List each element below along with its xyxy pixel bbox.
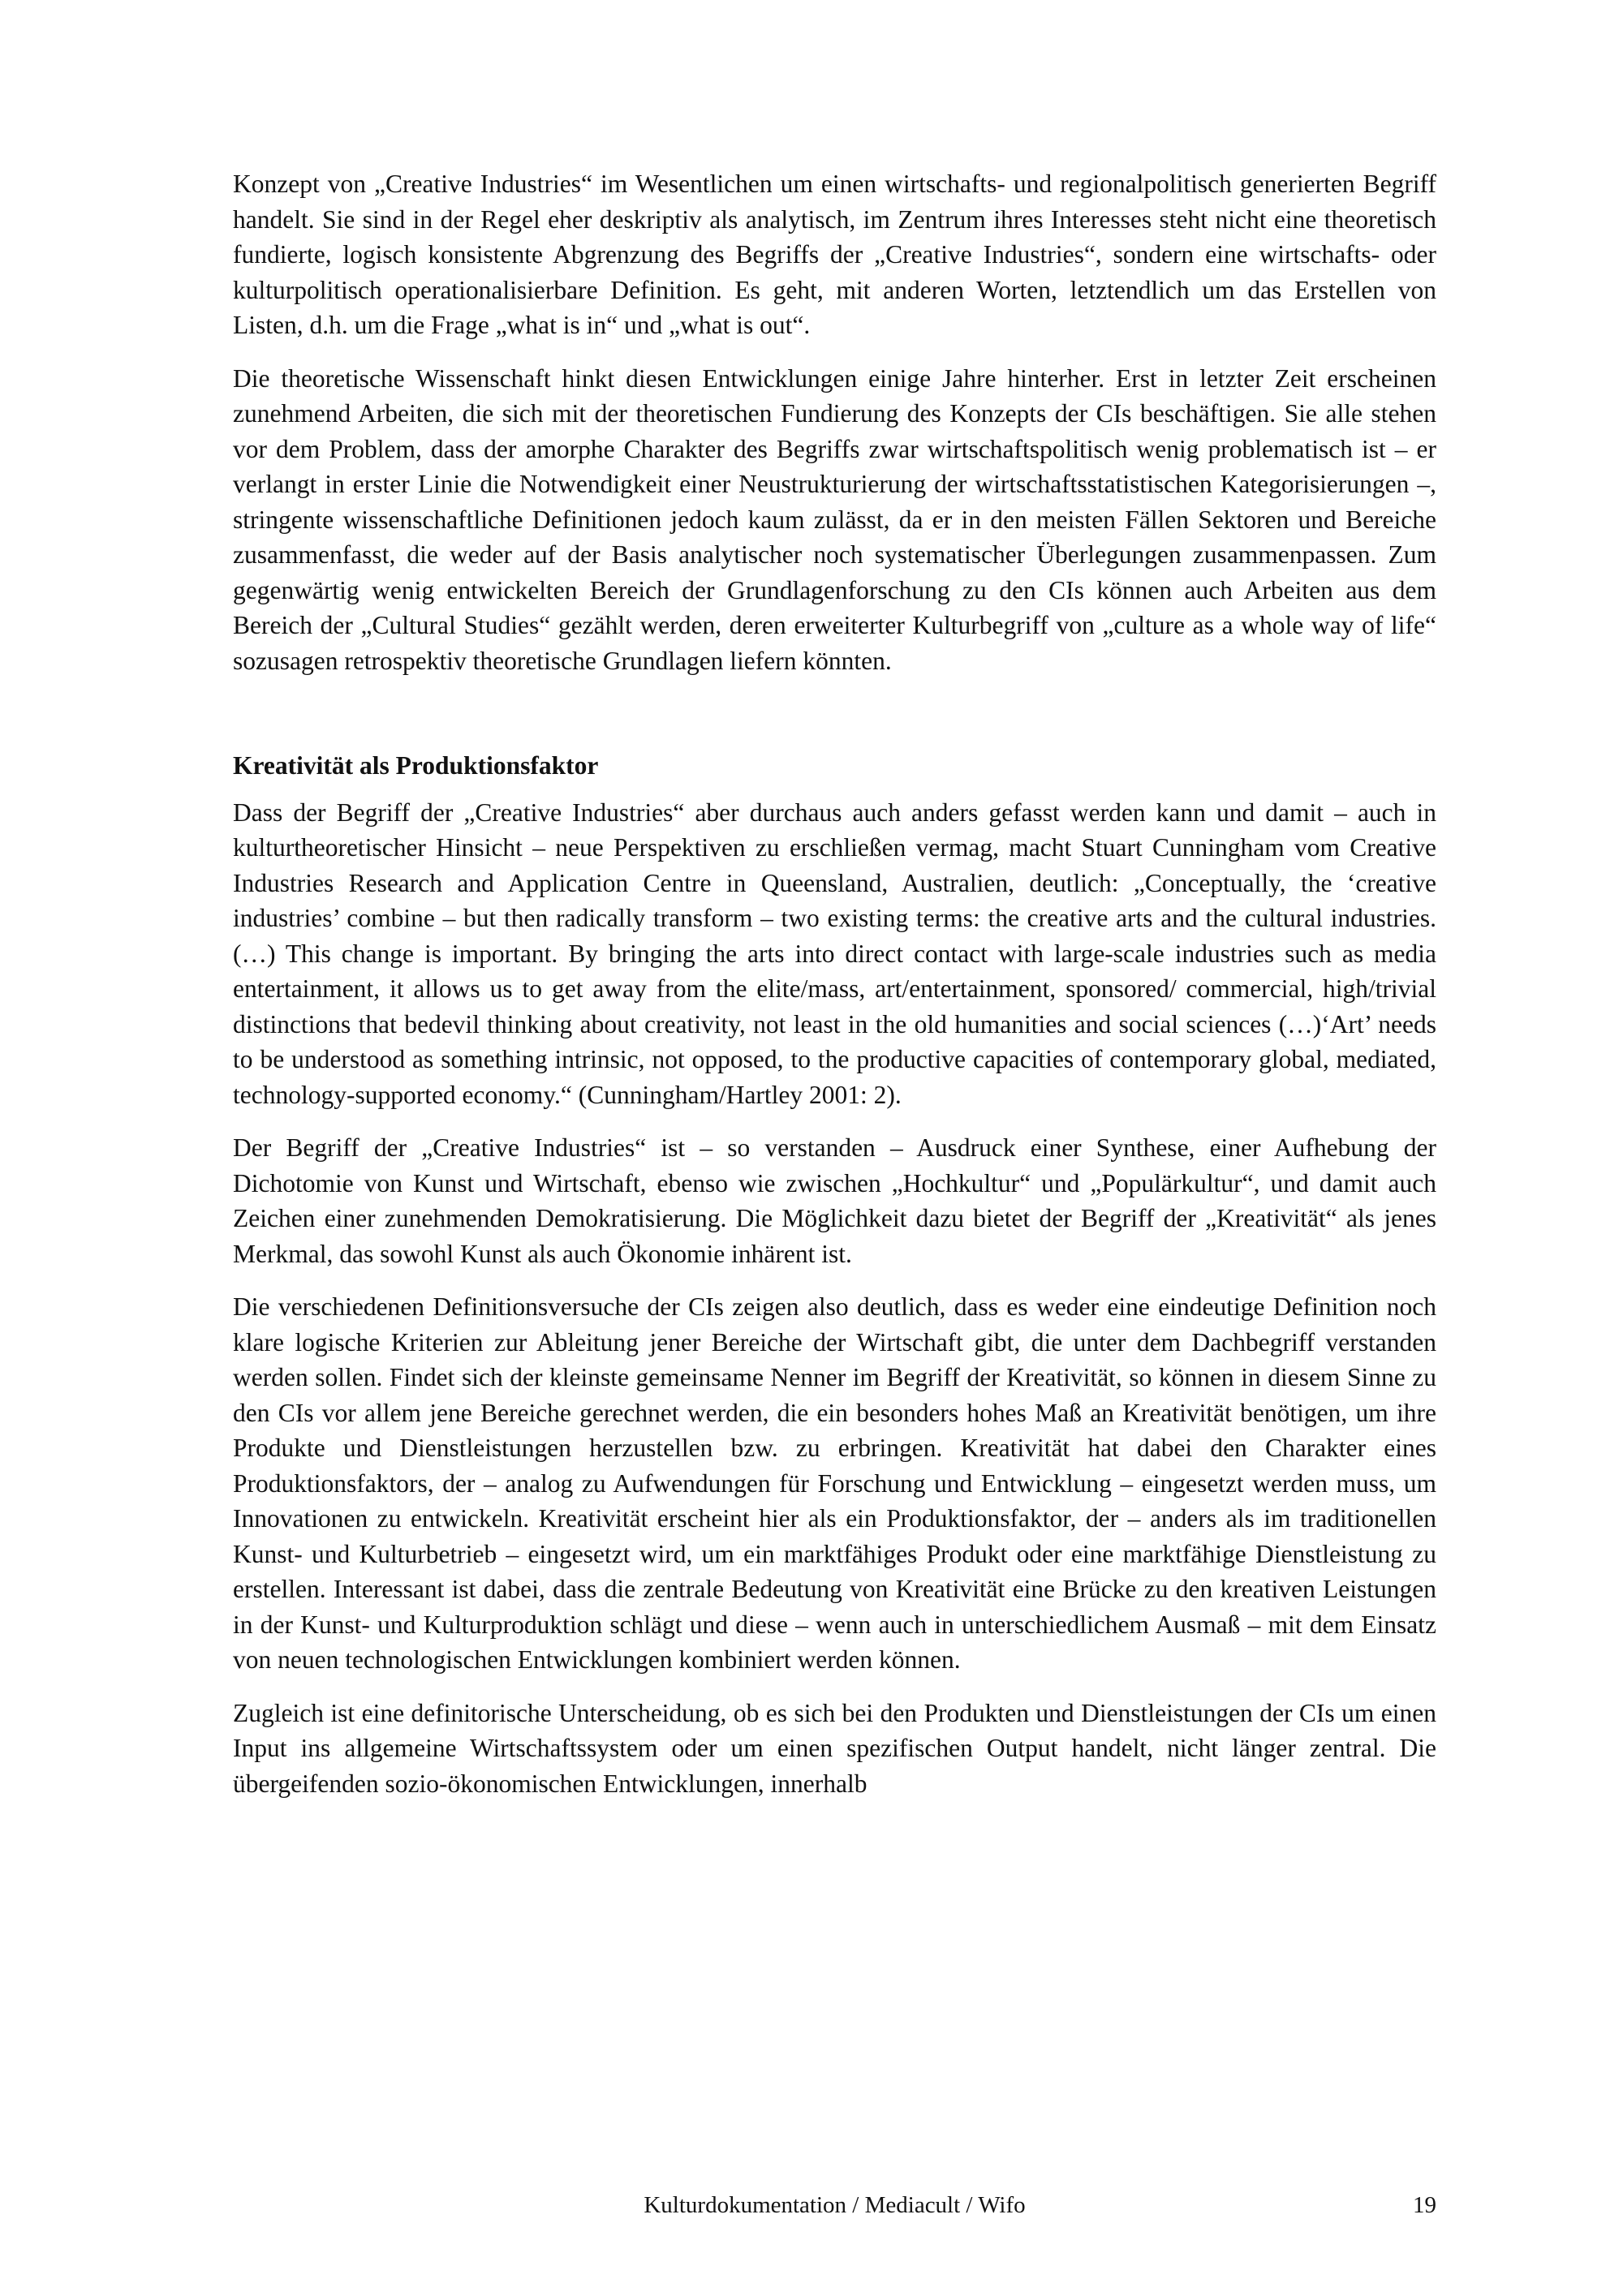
page-number: 19	[1413, 2192, 1436, 2218]
paragraph-ci-concept: Konzept von „Creative Industries“ im Wesentlichen um einen wirtschafts- und regionalpolitisch generierten Begriff handelt. Sie sind in der Regel eher deskriptiv als analytisch, im Zentrum ihres Interesses steht nicht eine theoretisch fundierte, logisch konsistente Abgrenzung des Begriffs der „Creative Industries“, sondern eine wirtschafts- oder kulturpolitisch operationalisierbare Definition. Es geht, mit anderen Worten, letztendlich um das Erstellen von Listen, d.h. um die Frage „what is in“ und „what is out“.	[233, 170, 1436, 339]
footer-source: Kulturdokumentation / Mediacult / Wifo	[644, 2192, 1026, 2218]
paragraph-definitions: Die verschiedenen Definitionsversuche der CIs zeigen also deutlich, dass es weder eine eindeutige Definition noch klare logische Kriterien zur Ableitung jener Bereiche der Wirtschaft gibt, die unter dem Dachbegriff verstanden werden sollen. Findet sich der kleinste gemeinsame Nenner im Begriff der Kreativität, so können in diesem Sinne zu den CIs vor allem jene Bereiche gerechnet werden, die ein besonders hohes Maß an Kreativität benötigen, um ihre Produkte und Dienstleistungen herzustellen bzw. zu erbringen. Kreativität hat dabei den Charakter eines Produktionsfaktors, der – analog zu Aufwendungen für Forschung und Entwicklung – eingesetzt werden muss, um Innovationen zu entwickeln. Kreativität erscheint hier als ein Produktionsfaktor, der – anders als im traditionellen Kunst- und Kulturbetrieb – eingesetzt wird, um ein marktfähiges Produkt oder eine marktfähige Dienstleistung zu erstellen. Interessant ist dabei, dass die zentrale Bedeutung von Kreativität eine Brücke zu den kreativen Leistungen in der Kunst- und Kulturproduktion schlägt und diese – wenn auch in unterschiedlichem Ausmaß – mit dem Einsatz von neuen technologischen Entwicklungen kombiniert werden können.	[233, 1292, 1436, 1674]
paragraph-theoretical-science: Die theoretische Wissenschaft hinkt diesen Entwicklungen einige Jahre hinterher. Erst in letzter Zeit erscheinen zunehmend Arbeiten, die sich mit der theoretischen Fundierung des Konzepts der CIs beschäftigen. Sie alle stehen vor dem Problem, dass der amorphe Charakter des Begriffs zwar wirtschaftspolitisch wenig problematisch ist – er verlangt in erster Linie die Notwendigkeit einer Neustrukturierung der wirtschaftsstatistischen Kategorisierungen –, stringente wissenschaftliche Definitionen jedoch kaum zulässt, da er in den meisten Fällen Sektoren und Bereiche zusammenfasst, die weder auf der Basis analytischer noch systematischer Überlegungen zusammenpassen. Zum gegenwärtig wenig entwickelten Bereich der Grundlagenforschung zu den CIs können auch Arbeiten aus dem Bereich der „Cultural Studies“ gezählt werden, deren erweiterter Kulturbegriff von „culture as a whole way of life“ sozusagen retrospektiv theoretische Grundlagen liefern könnten.	[233, 363, 1436, 675]
section-spacer	[233, 696, 1436, 748]
paragraph-input-output: Zugleich ist eine definitorische Unterscheidung, ob es sich bei den Produkten und Dienstleistungen der CIs um einen Input ins allgemeine Wirtschaftssystem oder um einen spezifischen Output handelt, nicht länger zentral. Die übergeifenden sozio-ökonomischen Entwicklungen, innerhalb	[233, 1698, 1436, 1798]
page-body	[233, 166, 1436, 1819]
paragraph-cunningham-quote: Dass der Begriff der „Creative Industries“ aber durchaus auch anders gefasst werden kann und damit – auch in kulturtheoretischer Hinsicht – neue Perspektiven zu erschließen vermag, macht Stuart Cunningham vom Creative Industries Research and Application Centre in Queensland, Australien, deutlich: „Conceptually, the ‘creative industries’ combine – but then radically transform – two existing terms: the creative arts and the cultural industries. (…) This change is important. By bringing the arts into direct contact with large-scale industries such as media entertainment, it allows us to get away from the elite/mass, art/entertainment, sponsored/ commercial, high/trivial distinctions that bedevil thinking about creativity, not least in the old humanities and social sciences (…)‘Art’ needs to be understood as something intrinsic, not opposed, to the productive capacities of contemporary global, mediated, technology-supported economy.“ (Cunningham/Hartley 2001: 2).	[233, 798, 1436, 1109]
page-footer	[233, 2187, 1436, 2223]
paragraph-synthesis: Der Begriff der „Creative Industries“ ist – so verstanden – Ausdruck einer Synthese, einer Aufhebung der Dichotomie von Kunst und Wirtschaft, ebenso wie zwischen „Hochkultur“ und „Populärkultur“, und damit auch Zeichen einer zunehmenden Demokratisierung. Die Möglichkeit dazu bietet der Begriff der „Kreativität“ als jenes Merkmal, das sowohl Kunst als auch Ökonomie inhärent ist.	[233, 1133, 1436, 1268]
section-heading: Kreativität als Produktionsfaktor	[233, 751, 599, 780]
